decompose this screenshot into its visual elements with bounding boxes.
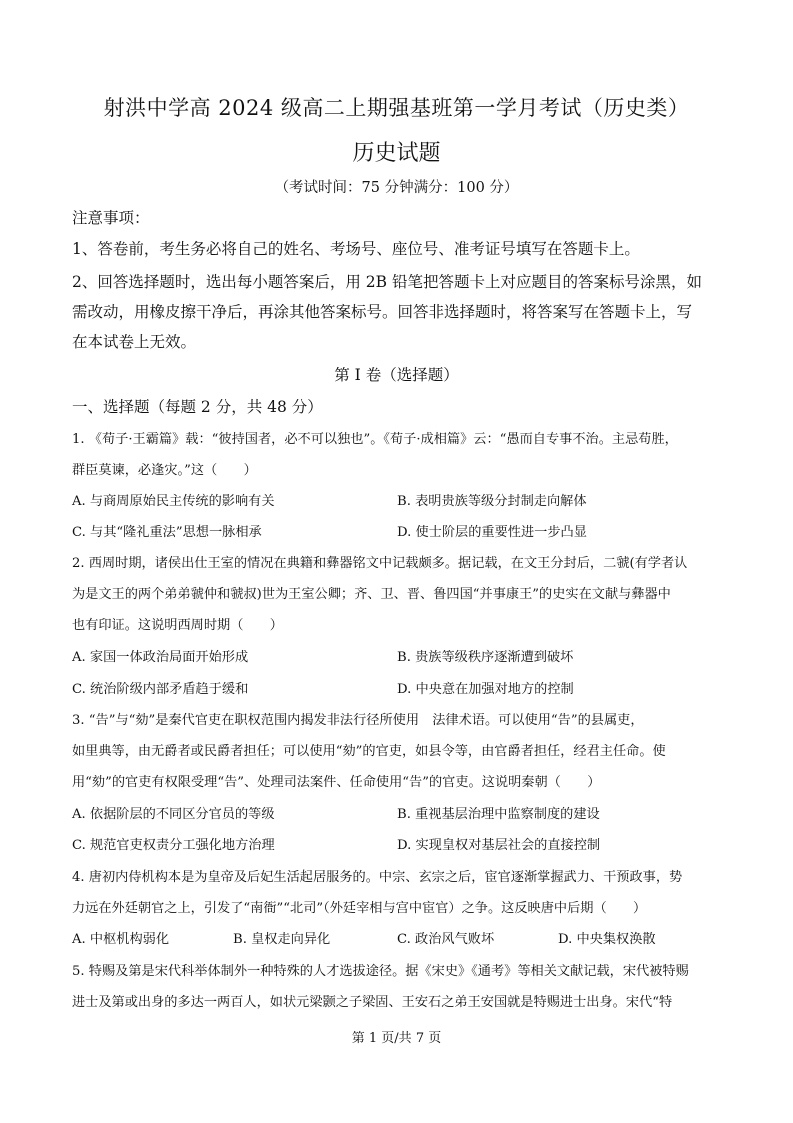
question-4-option-a: A. 中枢机构弱化 (72, 932, 170, 947)
question-3-option-a: A. 依据阶层的不同区分官员的等级 (72, 807, 275, 822)
question-2-option-c: C. 统治阶级内部矛盾趋于缓和 (72, 682, 249, 697)
notice-item-2-line-2: 需改动，用橡皮擦干净后，再涂其他答案标号。回答非选择题时，将答案写在答题卡上，写 (72, 303, 693, 321)
question-2-option-b: B. 贵族等级秩序逐渐遭到破坏 (397, 650, 574, 665)
question-3-option-d: D. 实现皇权对基层社会的直接控制 (397, 838, 601, 853)
question-5-line-2: 进士及第或出身的多达一两百人，如状元梁颢之子梁固、王安石之弟王安国就是特赐进士出身。宋代“特 (72, 995, 673, 1010)
choice-heading: 一、选择题（每题 2 分，共 48 分） (72, 398, 323, 416)
question-2-option-a: A. 家国一体政治局面开始形成 (72, 650, 249, 665)
page-footer: 第 1 页/共 7 页 (351, 1031, 442, 1046)
exam-time: （考试时间：75 分钟满分：100 分） (274, 180, 519, 196)
question-4-line-1: 4. 唐初内侍机构本是为皇帝及后妃生活起居服务的。中宗、玄宗之后，宦官逐渐掌握武力、干预政事，势 (72, 870, 683, 885)
question-1-option-a: A. 与商周原始民主传统的影响有关 (72, 494, 275, 509)
question-2-option-d: D. 中央意在加强对地方的控制 (397, 682, 574, 697)
question-1-option-c: C. 与其“隆礼重法”思想一脉相承 (72, 525, 262, 540)
question-1-option-b: B. 表明贵族等级分封制走向解体 (397, 494, 587, 509)
question-4-line-2: 力远在外廷朝官之上，引发了“南衙”“北司”（外廷宰相与宫中宦官）之争。这反映唐中后期（ ） (72, 901, 647, 916)
question-4-option-c: C. 政治风气败坏 (397, 932, 495, 947)
notice-item-2-line-3: 在本试卷上无效。 (72, 333, 197, 351)
question-3-line-1: 3. “告”与“劾”是秦代官吏在职权范围内揭发非法行径所使用 法律术语。可以使用“告”的县属吏， (72, 713, 644, 728)
question-5-line-1: 5. 特赐及第是宋代科举体制外一种特殊的人才选拔途径。据《宋史》《通考》等相关文献记载，宋代被特赐 (72, 964, 689, 979)
question-3-option-c: C. 规范官吏权责分工强化地方治理 (72, 838, 275, 853)
question-1-line-1: 1. 《荀子·王霸篇》载：“彼持国者，必不可以独也”。《荀子·成相篇》云：“愚而自专事不治。主忌苟胜， (72, 432, 678, 447)
question-4-option-b: B. 皇权走向异化 (233, 932, 331, 947)
question-3-line-2: 如里典等，由无爵者或民爵者担任；可以使用“劾”的官吏，如县令等，由官爵者担任，经君主任命。使 (72, 744, 666, 759)
notice-item-2-line-1: 2、回答选择题时，选出每小题答案后，用 2B 铅笔把答题卡上对应题目的答案标号涂黑，如 (72, 273, 702, 291)
question-1-option-d: D. 使士阶层的重要性进一步凸显 (397, 525, 587, 540)
question-2-line-2: 为是文王的两个弟弟虢仲和虢叔)世为王室公卿；齐、卫、晋、鲁四国“并事康王”的史实在文献与彝器中 (72, 587, 671, 602)
question-2-line-1: 2. 西周时期，诸侯出仕王室的情况在典籍和彝器铭文中记载颇多。据记载，在文王分封后，二虢(有学者认 (72, 556, 688, 571)
exam-title: 射洪中学高 2024 级高二上期强基班第一学月考试（历史类） (103, 96, 690, 120)
question-2-line-3: 也有印证。这说明西周时期（ ） (72, 618, 283, 633)
notice-item-1: 1、答卷前，考生务必将自己的姓名、考场号、座位号、准考证号填写在答题卡上。 (72, 240, 640, 258)
question-1-line-2: 群臣莫谏，必逢灾。”这（ ） (72, 463, 257, 478)
question-3-line-3: 用“劾”的官吏有权限受理“告”、处理司法案件、任命使用“告”的官吏。这说明秦朝（ ） (72, 775, 601, 790)
notice-title: 注意事项： (72, 209, 150, 227)
exam-subtitle: 历史试题 (352, 141, 441, 166)
section-title: 第 I 卷（选择题） (334, 366, 459, 384)
question-3-option-b: B. 重视基层治理中监察制度的建设 (397, 807, 600, 822)
question-4-option-d: D. 中央集权涣散 (558, 932, 656, 947)
